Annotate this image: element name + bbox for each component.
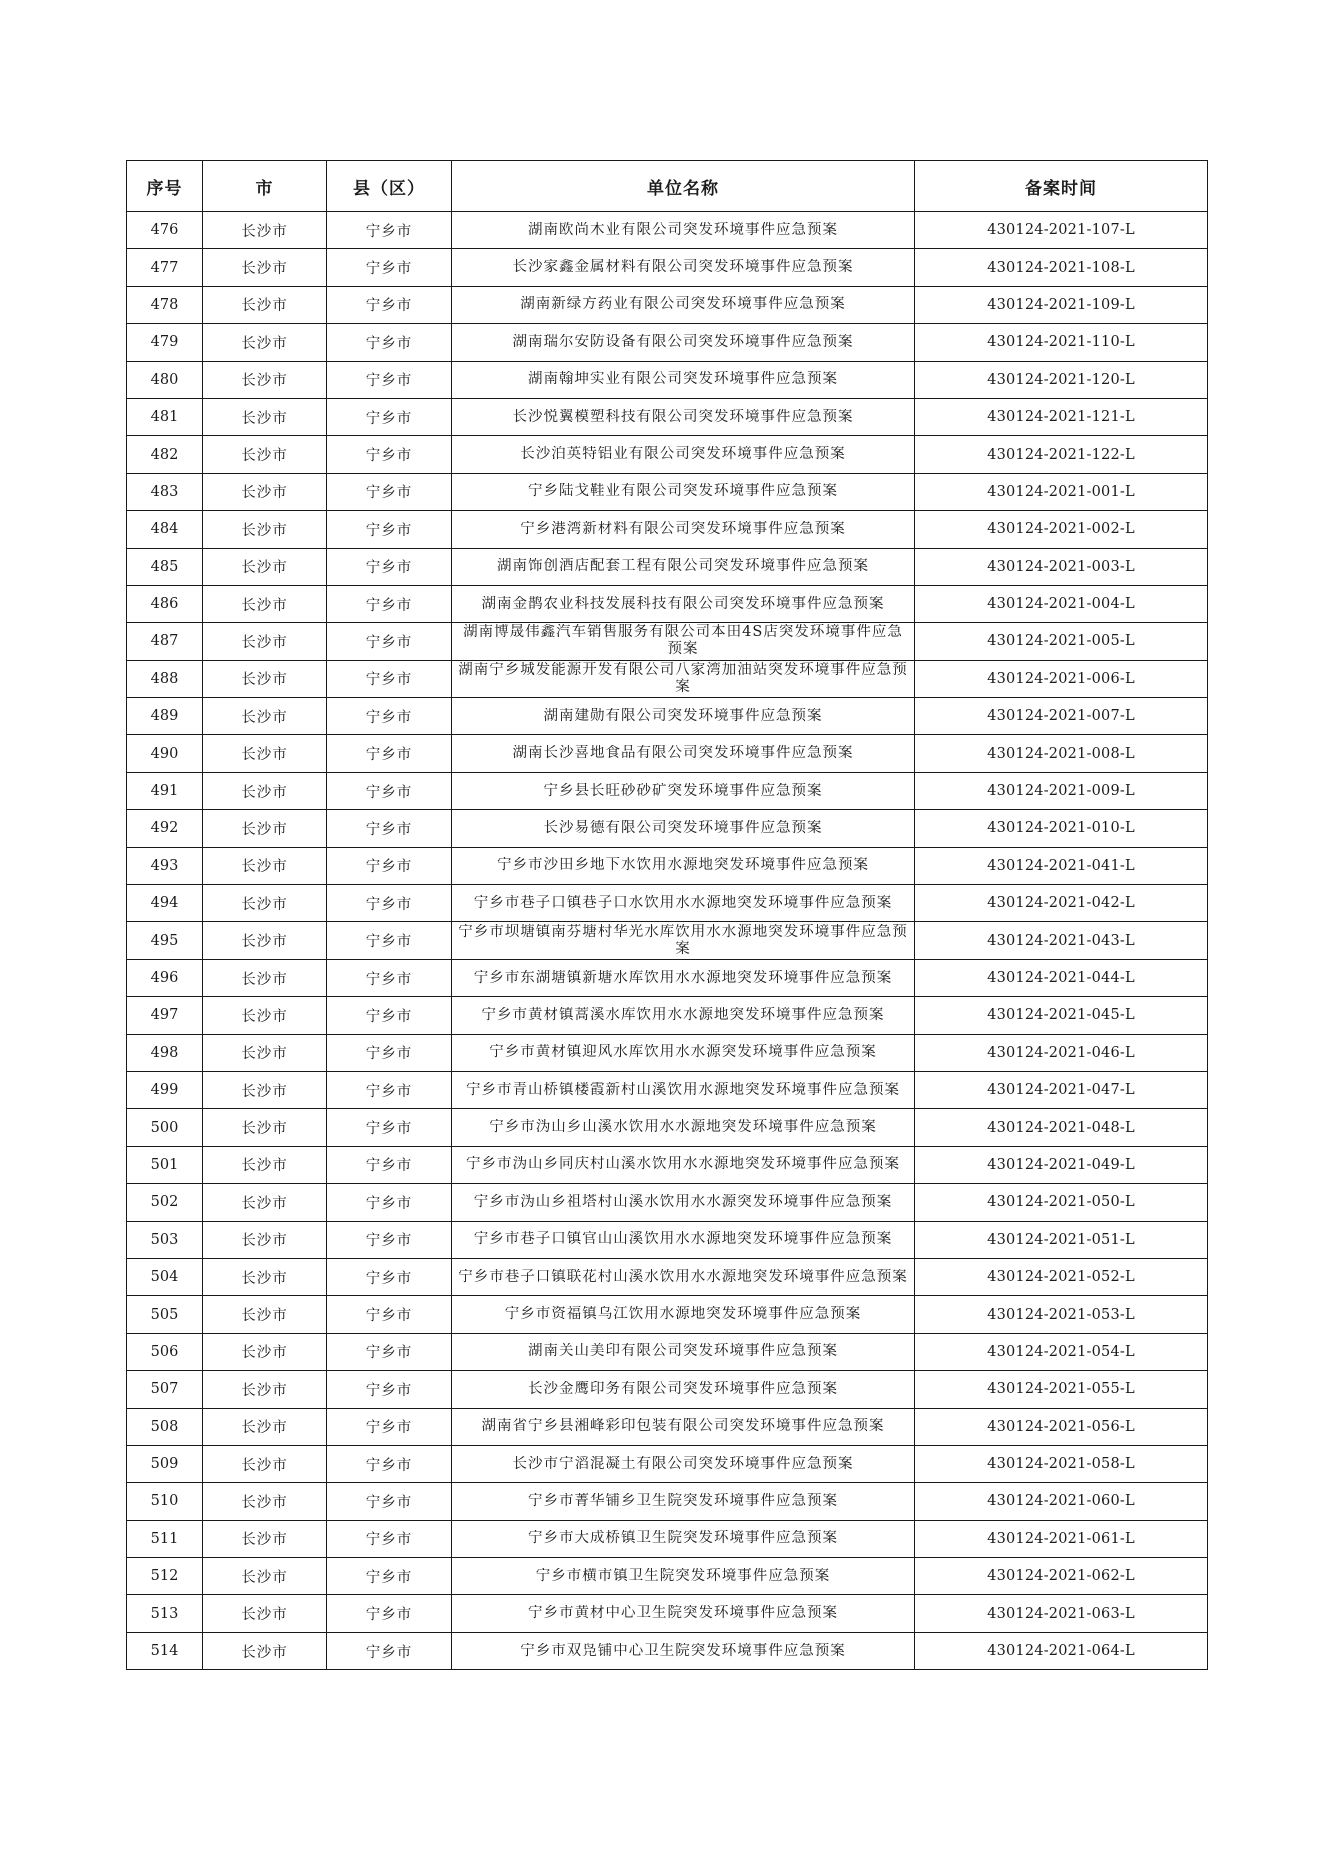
table-row — [127, 324, 1208, 361]
unit-name-text: 宁乡市大成桥镇卫生院突发环境事件应急预案 — [528, 1530, 838, 1547]
cell-seq: 503 — [127, 1221, 203, 1258]
cell-county: 宁乡市 — [327, 473, 452, 510]
cell-city: 长沙市 — [203, 1371, 327, 1408]
cell-county: 宁乡市 — [327, 1483, 452, 1520]
table-row — [127, 1558, 1208, 1595]
cell-city: 长沙市 — [203, 997, 327, 1034]
cell-county: 宁乡市 — [327, 885, 452, 922]
cell-city: 长沙市 — [203, 548, 327, 585]
cell-city: 长沙市 — [203, 885, 327, 922]
cell-filing-time: 430124-2021-109-L — [915, 286, 1208, 323]
cell-county: 宁乡市 — [327, 810, 452, 847]
cell-seq: 498 — [127, 1034, 203, 1071]
unit-name-text: 湖南宁乡城发能源开发有限公司八家湾加油站突发环境事件应急预案 — [458, 661, 908, 695]
cell-filing-time: 430124-2021-110-L — [915, 324, 1208, 361]
cell-unit-name — [452, 436, 915, 473]
cell-filing-time: 430124-2021-052-L — [915, 1258, 1208, 1295]
unit-name-text: 宁乡市东湖塘镇新塘水库饮用水水源地突发环境事件应急预案 — [473, 969, 893, 986]
table-row — [127, 1258, 1208, 1295]
cell-seq: 509 — [127, 1445, 203, 1482]
cell-county: 宁乡市 — [327, 1296, 452, 1333]
cell-county: 宁乡市 — [327, 324, 452, 361]
cell-city: 长沙市 — [203, 585, 327, 622]
cell-seq: 511 — [127, 1520, 203, 1557]
cell-county: 宁乡市 — [327, 698, 452, 735]
cell-city: 长沙市 — [203, 1221, 327, 1258]
cell-city: 长沙市 — [203, 324, 327, 361]
table-row — [127, 1184, 1208, 1221]
unit-name-text: 宁乡市沩山乡祖塔村山溪水饮用水水源突发环境事件应急预案 — [473, 1193, 893, 1210]
cell-city: 长沙市 — [203, 735, 327, 772]
cell-unit-name — [452, 1221, 915, 1258]
cell-city: 长沙市 — [203, 959, 327, 996]
cell-filing-time: 430124-2021-062-L — [915, 1558, 1208, 1595]
cell-county: 宁乡市 — [327, 1632, 452, 1669]
cell-unit-name — [452, 286, 915, 323]
cell-seq: 504 — [127, 1258, 203, 1295]
unit-name-text: 宁乡市资福镇乌江饮用水源地突发环境事件应急预案 — [504, 1306, 862, 1323]
cell-seq: 495 — [127, 922, 203, 959]
cell-city: 长沙市 — [203, 810, 327, 847]
cell-city: 长沙市 — [203, 1296, 327, 1333]
cell-seq: 479 — [127, 324, 203, 361]
table-row — [127, 548, 1208, 585]
cell-county: 宁乡市 — [327, 1071, 452, 1108]
unit-name-text: 长沙家鑫金属材料有限公司突发环境事件应急预案 — [512, 259, 854, 276]
cell-seq: 500 — [127, 1109, 203, 1146]
cell-unit-name — [452, 847, 915, 884]
cell-unit-name — [452, 810, 915, 847]
cell-filing-time: 430124-2021-046-L — [915, 1034, 1208, 1071]
cell-seq: 490 — [127, 735, 203, 772]
unit-name-text: 湖南博晟伟鑫汽车销售服务有限公司本田4S店突发环境事件应急预案 — [463, 624, 903, 658]
cell-seq: 510 — [127, 1483, 203, 1520]
cell-seq: 496 — [127, 959, 203, 996]
unit-name-text: 湖南建勋有限公司突发环境事件应急预案 — [543, 707, 823, 724]
cell-unit-name — [452, 585, 915, 622]
cell-filing-time: 430124-2021-055-L — [915, 1371, 1208, 1408]
table-row — [127, 660, 1208, 697]
unit-name-text: 宁乡港湾新材料有限公司突发环境事件应急预案 — [520, 520, 846, 537]
cell-filing-time: 430124-2021-048-L — [915, 1109, 1208, 1146]
table-row — [127, 735, 1208, 772]
unit-name-text: 宁乡市坝塘镇南芬塘村华光水库饮用水水源地突发环境事件应急预案 — [458, 923, 908, 957]
cell-county: 宁乡市 — [327, 623, 452, 660]
cell-unit-name — [452, 623, 915, 660]
table-row — [127, 1221, 1208, 1258]
cell-seq: 507 — [127, 1371, 203, 1408]
cell-city: 长沙市 — [203, 436, 327, 473]
cell-unit-name — [452, 959, 915, 996]
cell-unit-name — [452, 1558, 915, 1595]
cell-city: 长沙市 — [203, 1595, 327, 1632]
unit-name-text: 宁乡市巷子口镇联花村山溪水饮用水水源地突发环境事件应急预案 — [458, 1268, 908, 1285]
unit-name-text: 宁乡市巷子口镇官山山溪饮用水水源地突发环境事件应急预案 — [473, 1231, 893, 1248]
cell-filing-time: 430124-2021-045-L — [915, 997, 1208, 1034]
table-row — [127, 249, 1208, 286]
cell-city: 长沙市 — [203, 249, 327, 286]
cell-seq: 481 — [127, 398, 203, 435]
cell-unit-name — [452, 660, 915, 697]
cell-seq: 497 — [127, 997, 203, 1034]
header-seq: 序号 — [127, 161, 203, 212]
unit-name-text: 宁乡市横市镇卫生院突发环境事件应急预案 — [535, 1567, 831, 1584]
cell-county: 宁乡市 — [327, 398, 452, 435]
cell-unit-name — [452, 735, 915, 772]
cell-filing-time: 430124-2021-043-L — [915, 922, 1208, 959]
table-row — [127, 1371, 1208, 1408]
cell-unit-name — [452, 997, 915, 1034]
cell-unit-name — [452, 922, 915, 959]
cell-city: 长沙市 — [203, 511, 327, 548]
cell-seq: 506 — [127, 1333, 203, 1370]
cell-unit-name — [452, 885, 915, 922]
cell-city: 长沙市 — [203, 1632, 327, 1669]
table-body — [127, 212, 1208, 1670]
cell-filing-time: 430124-2021-064-L — [915, 1632, 1208, 1669]
cell-county: 宁乡市 — [327, 1371, 452, 1408]
cell-filing-time: 430124-2021-002-L — [915, 511, 1208, 548]
table-row — [127, 1333, 1208, 1370]
cell-county: 宁乡市 — [327, 1520, 452, 1557]
cell-unit-name — [452, 1296, 915, 1333]
cell-county: 宁乡市 — [327, 1221, 452, 1258]
unit-name-text: 湖南翰坤实业有限公司突发环境事件应急预案 — [528, 371, 838, 388]
unit-name-text: 长沙悦翼模塑科技有限公司突发环境事件应急预案 — [512, 408, 854, 425]
cell-unit-name — [452, 1109, 915, 1146]
cell-unit-name — [452, 1258, 915, 1295]
cell-seq: 502 — [127, 1184, 203, 1221]
table-row — [127, 847, 1208, 884]
header-filing-time: 备案时间 — [915, 161, 1208, 212]
cell-city: 长沙市 — [203, 1333, 327, 1370]
cell-city: 长沙市 — [203, 922, 327, 959]
table-row — [127, 772, 1208, 809]
cell-seq: 501 — [127, 1146, 203, 1183]
cell-city: 长沙市 — [203, 1445, 327, 1482]
table-row — [127, 1632, 1208, 1669]
cell-city: 长沙市 — [203, 1258, 327, 1295]
cell-unit-name — [452, 1184, 915, 1221]
cell-county: 宁乡市 — [327, 997, 452, 1034]
unit-name-text: 湖南金鹊农业科技发展科技有限公司突发环境事件应急预案 — [481, 595, 885, 612]
table-row — [127, 885, 1208, 922]
cell-city: 长沙市 — [203, 1558, 327, 1595]
cell-seq: 494 — [127, 885, 203, 922]
cell-unit-name — [452, 1146, 915, 1183]
cell-unit-name — [452, 1483, 915, 1520]
table-row — [127, 1520, 1208, 1557]
cell-filing-time: 430124-2021-007-L — [915, 698, 1208, 735]
cell-filing-time: 430124-2021-108-L — [915, 249, 1208, 286]
cell-seq: 489 — [127, 698, 203, 735]
cell-city: 长沙市 — [203, 473, 327, 510]
table-row — [127, 1034, 1208, 1071]
cell-filing-time: 430124-2021-044-L — [915, 959, 1208, 996]
cell-filing-time: 430124-2021-004-L — [915, 585, 1208, 622]
table-row — [127, 922, 1208, 959]
cell-unit-name — [452, 398, 915, 435]
cell-filing-time: 430124-2021-120-L — [915, 361, 1208, 398]
unit-name-text: 宁乡市青山桥镇楼霞新村山溪饮用水源地突发环境事件应急预案 — [466, 1081, 900, 1098]
cell-seq: 480 — [127, 361, 203, 398]
unit-name-text: 宁乡市沩山乡山溪水饮用水水源地突发环境事件应急预案 — [489, 1119, 877, 1136]
cell-filing-time: 430124-2021-063-L — [915, 1595, 1208, 1632]
cell-unit-name — [452, 1071, 915, 1108]
table-row — [127, 1071, 1208, 1108]
cell-unit-name — [452, 698, 915, 735]
cell-unit-name — [452, 1034, 915, 1071]
cell-unit-name — [452, 1445, 915, 1482]
cell-filing-time: 430124-2021-056-L — [915, 1408, 1208, 1445]
cell-county: 宁乡市 — [327, 959, 452, 996]
table-row — [127, 1595, 1208, 1632]
unit-name-text: 宁乡市黄材中心卫生院突发环境事件应急预案 — [528, 1605, 838, 1622]
cell-county: 宁乡市 — [327, 212, 452, 249]
cell-seq: 492 — [127, 810, 203, 847]
cell-city: 长沙市 — [203, 1146, 327, 1183]
cell-county: 宁乡市 — [327, 511, 452, 548]
table-row — [127, 286, 1208, 323]
cell-county: 宁乡市 — [327, 1445, 452, 1482]
cell-city: 长沙市 — [203, 1109, 327, 1146]
header-unit-name: 单位名称 — [452, 161, 915, 212]
cell-unit-name — [452, 324, 915, 361]
table-header — [127, 161, 1208, 212]
header-county: 县（区） — [327, 161, 452, 212]
cell-unit-name — [452, 249, 915, 286]
cell-county: 宁乡市 — [327, 922, 452, 959]
cell-county: 宁乡市 — [327, 735, 452, 772]
cell-filing-time: 430124-2021-054-L — [915, 1333, 1208, 1370]
cell-filing-time: 430124-2021-047-L — [915, 1071, 1208, 1108]
cell-filing-time: 430124-2021-121-L — [915, 398, 1208, 435]
table-row — [127, 1408, 1208, 1445]
cell-unit-name — [452, 548, 915, 585]
cell-seq: 508 — [127, 1408, 203, 1445]
cell-filing-time: 430124-2021-003-L — [915, 548, 1208, 585]
cell-city: 长沙市 — [203, 1408, 327, 1445]
unit-name-text: 长沙泊英特铝业有限公司突发环境事件应急预案 — [520, 446, 846, 463]
cell-city: 长沙市 — [203, 1483, 327, 1520]
cell-filing-time: 430124-2021-060-L — [915, 1483, 1208, 1520]
cell-city: 长沙市 — [203, 1034, 327, 1071]
cell-filing-time: 430124-2021-005-L — [915, 623, 1208, 660]
cell-county: 宁乡市 — [327, 1184, 452, 1221]
cell-county: 宁乡市 — [327, 548, 452, 585]
cell-unit-name — [452, 1333, 915, 1370]
cell-unit-name — [452, 361, 915, 398]
cell-county: 宁乡市 — [327, 660, 452, 697]
cell-seq: 482 — [127, 436, 203, 473]
cell-filing-time: 430124-2021-009-L — [915, 772, 1208, 809]
cell-city: 长沙市 — [203, 1520, 327, 1557]
cell-county: 宁乡市 — [327, 1258, 452, 1295]
unit-name-text: 宁乡市黄材镇迎风水库饮用水水源突发环境事件应急预案 — [489, 1044, 877, 1061]
cell-filing-time: 430124-2021-122-L — [915, 436, 1208, 473]
cell-county: 宁乡市 — [327, 1333, 452, 1370]
cell-city: 长沙市 — [203, 398, 327, 435]
cell-filing-time: 430124-2021-058-L — [915, 1445, 1208, 1482]
cell-seq: 484 — [127, 511, 203, 548]
cell-filing-time: 430124-2021-061-L — [915, 1520, 1208, 1557]
table-row — [127, 212, 1208, 249]
cell-seq: 478 — [127, 286, 203, 323]
table-row — [127, 698, 1208, 735]
cell-county: 宁乡市 — [327, 1034, 452, 1071]
table-row — [127, 511, 1208, 548]
cell-unit-name — [452, 473, 915, 510]
cell-county: 宁乡市 — [327, 847, 452, 884]
cell-city: 长沙市 — [203, 623, 327, 660]
table-row — [127, 1445, 1208, 1482]
unit-name-text: 宁乡县长旺砂砂矿突发环境事件应急预案 — [543, 782, 823, 799]
cell-filing-time: 430124-2021-041-L — [915, 847, 1208, 884]
cell-unit-name — [452, 1371, 915, 1408]
cell-seq: 486 — [127, 585, 203, 622]
table-row — [127, 1483, 1208, 1520]
cell-city: 长沙市 — [203, 772, 327, 809]
cell-county: 宁乡市 — [327, 361, 452, 398]
cell-filing-time: 430124-2021-050-L — [915, 1184, 1208, 1221]
registry-table — [126, 160, 1208, 1670]
cell-county: 宁乡市 — [327, 249, 452, 286]
cell-seq: 485 — [127, 548, 203, 585]
unit-name-text: 湖南省宁乡县湘峰彩印包装有限公司突发环境事件应急预案 — [481, 1418, 885, 1435]
cell-city: 长沙市 — [203, 212, 327, 249]
cell-unit-name — [452, 212, 915, 249]
table-row — [127, 398, 1208, 435]
cell-county: 宁乡市 — [327, 436, 452, 473]
table-row — [127, 1146, 1208, 1183]
cell-filing-time: 430124-2021-006-L — [915, 660, 1208, 697]
table-row — [127, 1109, 1208, 1146]
cell-county: 宁乡市 — [327, 772, 452, 809]
unit-name-text: 长沙易德有限公司突发环境事件应急预案 — [543, 819, 823, 836]
table-row — [127, 473, 1208, 510]
cell-filing-time: 430124-2021-053-L — [915, 1296, 1208, 1333]
cell-seq: 499 — [127, 1071, 203, 1108]
table-row — [127, 810, 1208, 847]
cell-seq: 514 — [127, 1632, 203, 1669]
cell-seq: 476 — [127, 212, 203, 249]
cell-filing-time: 430124-2021-042-L — [915, 885, 1208, 922]
table-row — [127, 361, 1208, 398]
cell-filing-time: 430124-2021-008-L — [915, 735, 1208, 772]
cell-unit-name — [452, 1408, 915, 1445]
cell-city: 长沙市 — [203, 361, 327, 398]
cell-unit-name — [452, 772, 915, 809]
table-row — [127, 436, 1208, 473]
table-row — [127, 997, 1208, 1034]
cell-city: 长沙市 — [203, 698, 327, 735]
cell-city: 长沙市 — [203, 1071, 327, 1108]
unit-name-text: 湖南关山美印有限公司突发环境事件应急预案 — [528, 1343, 838, 1360]
cell-county: 宁乡市 — [327, 1146, 452, 1183]
unit-name-text: 宁乡市菁华铺乡卫生院突发环境事件应急预案 — [528, 1492, 838, 1509]
cell-filing-time: 430124-2021-001-L — [915, 473, 1208, 510]
table-row — [127, 959, 1208, 996]
unit-name-text: 湖南欧尚木业有限公司突发环境事件应急预案 — [528, 221, 838, 238]
cell-county: 宁乡市 — [327, 1408, 452, 1445]
cell-city: 长沙市 — [203, 660, 327, 697]
cell-county: 宁乡市 — [327, 585, 452, 622]
cell-unit-name — [452, 1595, 915, 1632]
cell-city: 长沙市 — [203, 286, 327, 323]
cell-county: 宁乡市 — [327, 1558, 452, 1595]
unit-name-text: 湖南瑞尔安防设备有限公司突发环境事件应急预案 — [512, 333, 854, 350]
cell-filing-time: 430124-2021-010-L — [915, 810, 1208, 847]
cell-county: 宁乡市 — [327, 286, 452, 323]
cell-county: 宁乡市 — [327, 1595, 452, 1632]
cell-filing-time: 430124-2021-051-L — [915, 1221, 1208, 1258]
cell-seq: 513 — [127, 1595, 203, 1632]
unit-name-text: 湖南长沙喜地食品有限公司突发环境事件应急预案 — [512, 745, 854, 762]
table-row — [127, 1296, 1208, 1333]
unit-name-text: 宁乡市巷子口镇巷子口水饮用水水源地突发环境事件应急预案 — [473, 894, 893, 911]
cell-city: 长沙市 — [203, 1184, 327, 1221]
cell-filing-time: 430124-2021-107-L — [915, 212, 1208, 249]
cell-city: 长沙市 — [203, 847, 327, 884]
cell-seq: 488 — [127, 660, 203, 697]
table-row — [127, 623, 1208, 660]
cell-seq: 493 — [127, 847, 203, 884]
unit-name-text: 宁乡市黄材镇蒿溪水库饮用水水源地突发环境事件应急预案 — [481, 1006, 885, 1023]
unit-name-text: 宁乡市沙田乡地下水饮用水源地突发环境事件应急预案 — [497, 857, 869, 874]
cell-seq: 491 — [127, 772, 203, 809]
unit-name-text: 湖南新绿方药业有限公司突发环境事件应急预案 — [520, 296, 846, 313]
table-row — [127, 585, 1208, 622]
cell-unit-name — [452, 511, 915, 548]
cell-seq: 477 — [127, 249, 203, 286]
unit-name-text: 宁乡陆戈鞋业有限公司突发环境事件应急预案 — [528, 483, 838, 500]
header-city: 市 — [203, 161, 327, 212]
cell-seq: 512 — [127, 1558, 203, 1595]
cell-county: 宁乡市 — [327, 1109, 452, 1146]
cell-seq: 505 — [127, 1296, 203, 1333]
header-row — [127, 161, 1208, 212]
unit-name-text: 湖南饰创酒店配套工程有限公司突发环境事件应急预案 — [497, 558, 869, 575]
cell-seq: 483 — [127, 473, 203, 510]
unit-name-text: 长沙金鹰印务有限公司突发环境事件应急预案 — [528, 1380, 838, 1397]
unit-name-text: 宁乡市沩山乡同庆村山溪水饮用水水源地突发环境事件应急预案 — [466, 1156, 900, 1173]
cell-unit-name — [452, 1632, 915, 1669]
cell-filing-time: 430124-2021-049-L — [915, 1146, 1208, 1183]
unit-name-text: 宁乡市双凫铺中心卫生院突发环境事件应急预案 — [520, 1642, 846, 1659]
cell-unit-name — [452, 1520, 915, 1557]
cell-seq: 487 — [127, 623, 203, 660]
unit-name-text: 长沙市宁滔混凝土有限公司突发环境事件应急预案 — [512, 1455, 854, 1472]
